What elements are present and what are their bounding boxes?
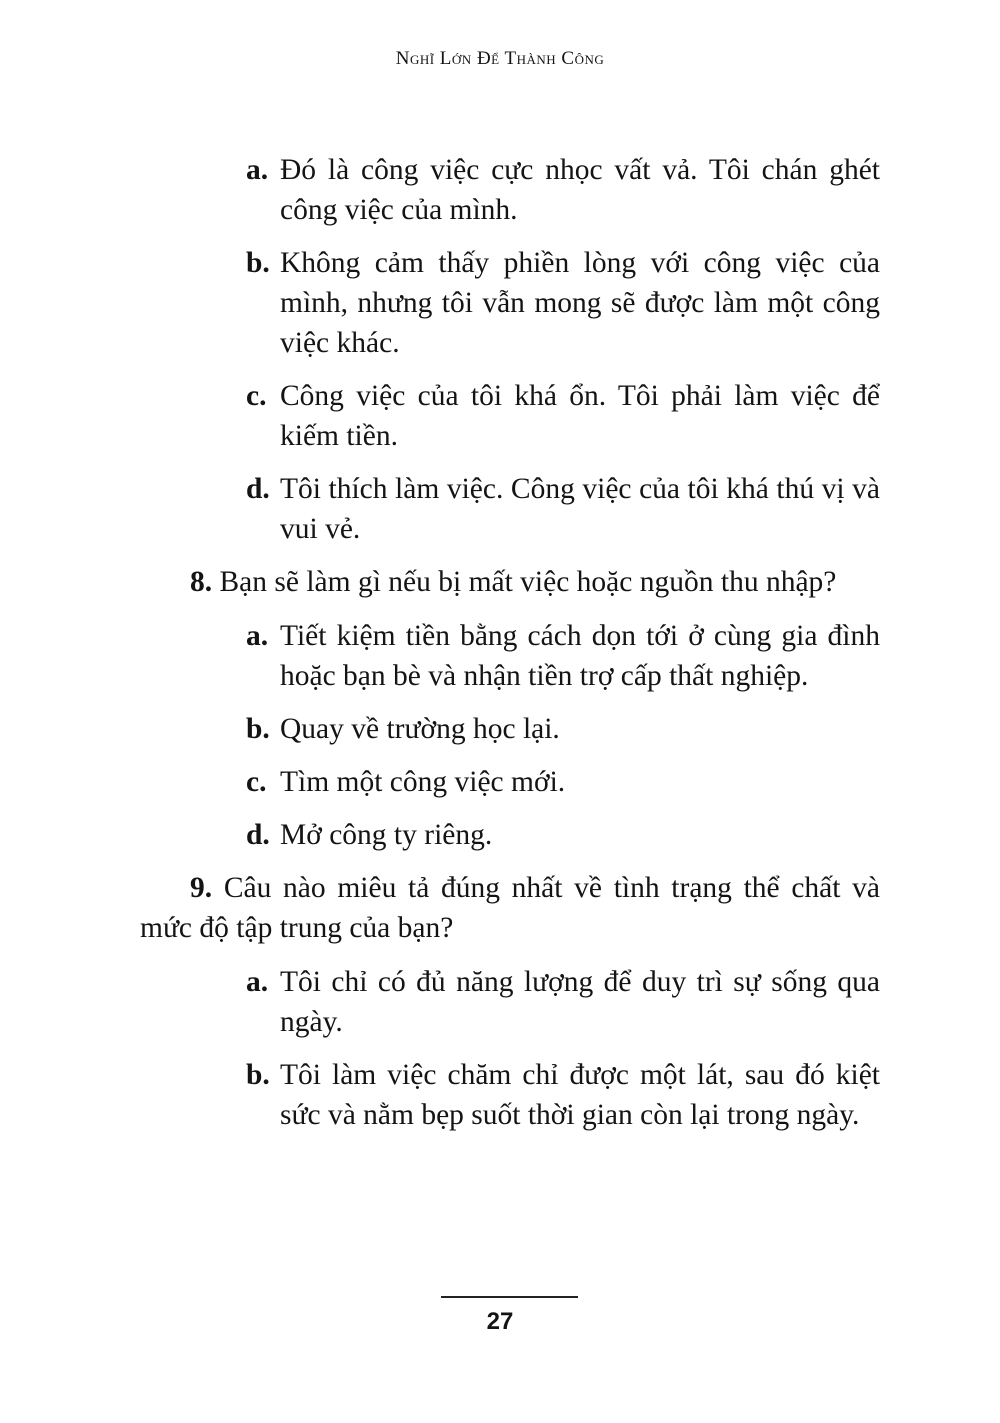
answer-option <box>140 709 880 749</box>
answer-option <box>140 1055 880 1135</box>
question-number: 8. <box>190 566 213 598</box>
option-text: Mở công ty riêng. <box>280 819 493 851</box>
option-text: Không cảm thấy phiền lòng với công việc của mình, nhưng tôi vẫn mong sẽ được làm một công việc khác. <box>280 247 880 359</box>
answer-option <box>140 150 880 230</box>
option-letter: b. <box>246 713 270 745</box>
answer-option <box>140 815 880 855</box>
option-text: Tiết kiệm tiền bằng cách dọn tới ở cùng gia đình hoặc bạn bè và nhận tiền trợ cấp thất nghiệp. <box>280 620 880 692</box>
option-letter: a. <box>246 966 269 998</box>
question-number: 9. <box>190 872 213 904</box>
option-letter: a. <box>246 154 269 186</box>
option-text: Tôi thích làm việc. Công việc của tôi khá thú vị và vui vẻ. <box>280 473 880 545</box>
answer-option <box>140 962 880 1042</box>
answer-option <box>140 376 880 456</box>
option-letter: c. <box>246 380 267 412</box>
footer-rule <box>441 1296 578 1298</box>
page-body <box>140 150 880 1148</box>
question-text: Câu nào miêu tả đúng nhất về tình trạng thể chất và mức độ tập trung của bạn? <box>140 872 881 944</box>
running-header: Nghĩ Lớn Để Thành Công <box>395 48 605 69</box>
option-letter: b. <box>246 247 270 279</box>
option-letter: b. <box>246 1059 270 1091</box>
option-text: Tìm một công việc mới. <box>280 766 566 798</box>
answer-option <box>140 469 880 549</box>
option-letter: c. <box>246 766 267 798</box>
option-text: Quay về trường học lại. <box>280 713 560 745</box>
option-text: Đó là công việc cực nhọc vất vả. Tôi chán ghét công việc của mình. <box>280 154 880 226</box>
question-text: Bạn sẽ làm gì nếu bị mất việc hoặc nguồn thu nhập? <box>219 566 837 598</box>
question-9 <box>140 868 880 948</box>
option-letter: d. <box>246 473 270 505</box>
option-letter: d. <box>246 819 270 851</box>
page-number: 27 <box>486 1308 514 1335</box>
answer-option <box>140 243 880 363</box>
option-text: Công việc của tôi khá ổn. Tôi phải làm việc để kiếm tiền. <box>280 380 880 452</box>
option-text: Tôi chỉ có đủ năng lượng để duy trì sự sống qua ngày. <box>280 966 880 1038</box>
answer-option <box>140 616 880 696</box>
question-8 <box>140 562 880 602</box>
answer-option <box>140 762 880 802</box>
option-text: Tôi làm việc chăm chỉ được một lát, sau đó kiệt sức và nằm bẹp suốt thời gian còn lại trong ngày. <box>280 1059 880 1131</box>
option-letter: a. <box>246 620 269 652</box>
